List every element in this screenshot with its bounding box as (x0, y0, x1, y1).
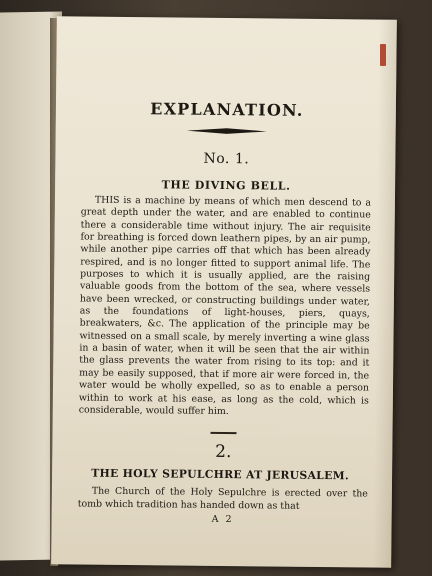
section-title-diving-bell: THE DIVING BELL. (161, 178, 291, 193)
section-title-holy-sepulchre: THE HOLY SEPULCHRE AT JERUSALEM. (91, 466, 350, 483)
printer-signature-mark: A 2 (211, 513, 234, 525)
section-text-diving-bell: THIS is a machine by means of which men descend to a great depth under the water, and are enabled to continue there a considerable time without injury. The air requisite for breathing is forced down leathern pipes, by an air pump, while another pipe carries off that which has been already respired, and is no longer fitted to support animal life. The purposes to which it is usually applied, are the raising valuable goods from the bottom of the sea, where vessels have been wrecked, or constructing buildings under water, as the foundations of light-houses, piers, quays, breakwaters, &c. The application of the principle may be witnessed on a small scale, by merely inverting a wine glass in a basin of water, when it will be seen that the air within the glass prevents the water from rising to its top: and it may be easily supposed, that if more air were forced in, the water would be wholly expelled, so as to enable a person within to work at his ease, as long as the cold, which is considerable, would suffer him. (78, 194, 371, 417)
ribbon-marker (380, 44, 386, 66)
ornamental-rule-icon (187, 127, 267, 136)
section-number-1: No. 1. (203, 150, 250, 168)
section-text-holy-sepulchre: The Church of the Holy Sepulchre is erected over the tomb which tradition has handed down as that (77, 485, 368, 512)
section-number-2: 2. (215, 442, 232, 463)
section-divider (211, 432, 237, 434)
book-page (51, 16, 397, 568)
page-content (78, 99, 372, 527)
page-heading: EXPLANATION. (150, 99, 304, 120)
